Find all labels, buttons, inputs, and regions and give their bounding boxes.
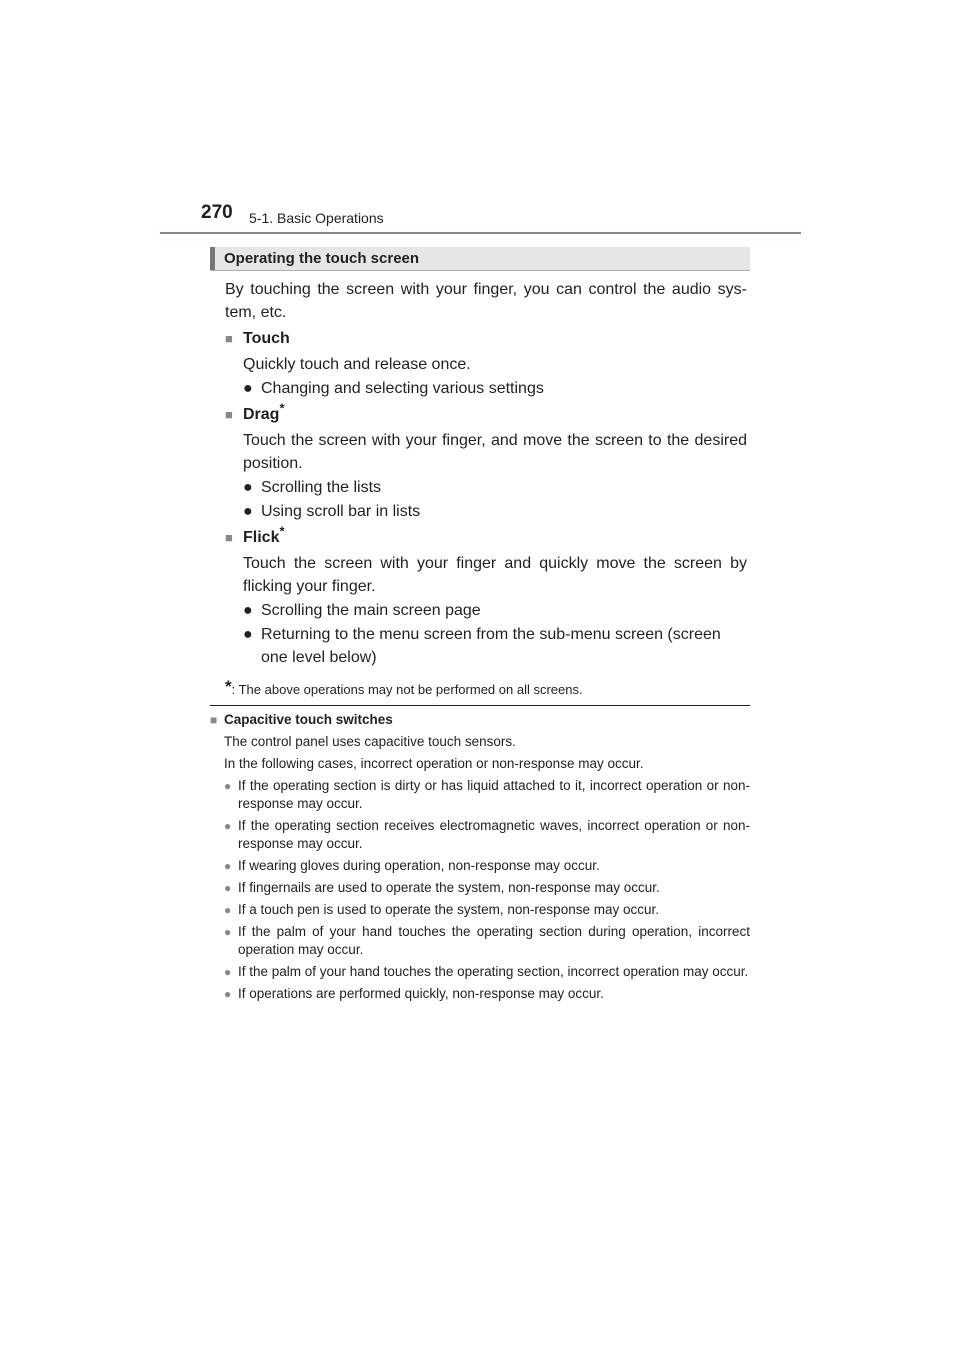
section-heading-bar — [210, 247, 750, 271]
section-title: Operating the touch screen — [224, 250, 420, 267]
operation-description: Touch the screen with your finger, and move the screen to the desired position. — [243, 432, 747, 472]
circle-bullet-icon: ● — [224, 819, 232, 833]
section-label: 5-1. Basic Operations — [249, 210, 384, 226]
circle-bullet-icon: ● — [243, 626, 253, 643]
operation-title: Touch — [243, 330, 290, 347]
square-bullet-icon: ■ — [210, 713, 218, 727]
note-list-item — [210, 879, 750, 897]
square-bullet-icon: ■ — [225, 407, 233, 422]
circle-bullet-icon: ● — [224, 881, 232, 895]
circle-bullet-icon: ● — [224, 987, 232, 1001]
note-list-text: If the palm of your hand touches the operating section during operation, incorrect operation may occur. — [238, 924, 750, 957]
note-list-item — [210, 817, 750, 853]
note-list-item — [210, 985, 750, 1003]
note-list-text: If the operating section receives electromagnetic waves, incorrect operation or non-response may occur. — [238, 818, 750, 851]
operation-description: Touch the screen with your finger and quickly move the screen by flicking your finger. — [243, 555, 747, 595]
circle-bullet-icon: ● — [224, 965, 232, 979]
circle-bullet-icon: ● — [243, 479, 253, 496]
operation-heading-flick — [225, 523, 747, 549]
page-number: 270 — [201, 202, 233, 223]
list-item — [243, 377, 747, 400]
circle-bullet-icon: ● — [243, 503, 253, 520]
note-list-text: If the palm of your hand touches the operating section, incorrect operation may occur. — [238, 964, 749, 979]
note-paragraph: The control panel uses capacitive touch sensors. — [224, 734, 516, 749]
circle-bullet-icon: ● — [224, 903, 232, 917]
operation-title: Drag — [243, 406, 280, 423]
note-list-item — [210, 857, 750, 875]
note-list-text: If operations are performed quickly, non-response may occur. — [238, 986, 604, 1001]
note-list-text: If fingernails are used to operate the system, non-response may occur. — [238, 880, 660, 895]
note-list-item — [210, 777, 750, 813]
list-item-text: Scrolling the main screen page — [261, 602, 481, 619]
circle-bullet-icon: ● — [243, 380, 253, 397]
asterisk-icon: * — [279, 523, 285, 539]
note-heading — [210, 711, 750, 729]
note-list-text: If wearing gloves during operation, non-response may occur. — [238, 858, 600, 873]
square-bullet-icon: ■ — [225, 331, 233, 346]
list-item — [243, 476, 747, 499]
circle-bullet-icon: ● — [224, 859, 232, 873]
note-divider — [210, 705, 750, 706]
circle-bullet-icon: ● — [224, 925, 232, 939]
operation-description: Quickly touch and release once. — [243, 356, 471, 373]
list-item-text: Changing and selecting various settings — [261, 380, 544, 397]
note-list-item — [210, 923, 750, 959]
square-bullet-icon: ■ — [225, 530, 233, 545]
note-list-item — [210, 963, 750, 981]
footnote-text: : The above operations may not be performed on all screens. — [231, 682, 583, 697]
list-item-text: Scrolling the lists — [261, 479, 382, 496]
header-divider — [160, 232, 801, 234]
list-item-text: Returning to the menu screen from the sub-menu screen (screen one level below) — [261, 626, 721, 666]
operation-heading-touch — [225, 327, 747, 350]
list-item — [243, 623, 747, 669]
circle-bullet-icon: ● — [243, 602, 253, 619]
note-title: Capacitive touch switches — [224, 712, 393, 727]
list-item — [243, 500, 747, 523]
circle-bullet-icon: ● — [224, 779, 232, 793]
note-list-text: If a touch pen is used to operate the system, non-response may occur. — [238, 902, 659, 917]
asterisk-icon: * — [225, 677, 232, 696]
footnote — [225, 675, 747, 701]
notes-section — [210, 711, 750, 1003]
asterisk-icon: * — [279, 400, 285, 416]
main-content — [225, 278, 747, 701]
note-list-item — [210, 901, 750, 919]
list-item — [243, 599, 747, 622]
list-item-text: Using scroll bar in lists — [261, 503, 421, 520]
operation-heading-drag — [225, 400, 747, 426]
operation-title: Flick — [243, 529, 280, 546]
intro-text: By touching the screen with your finger, you can control the audio sys- tem, etc. — [225, 281, 747, 321]
note-list-text: If the operating section is dirty or has liquid attached to it, incorrect operation or non-response may occur. — [238, 778, 750, 811]
note-paragraph: In the following cases, incorrect operation or non-response may occur. — [224, 756, 644, 771]
